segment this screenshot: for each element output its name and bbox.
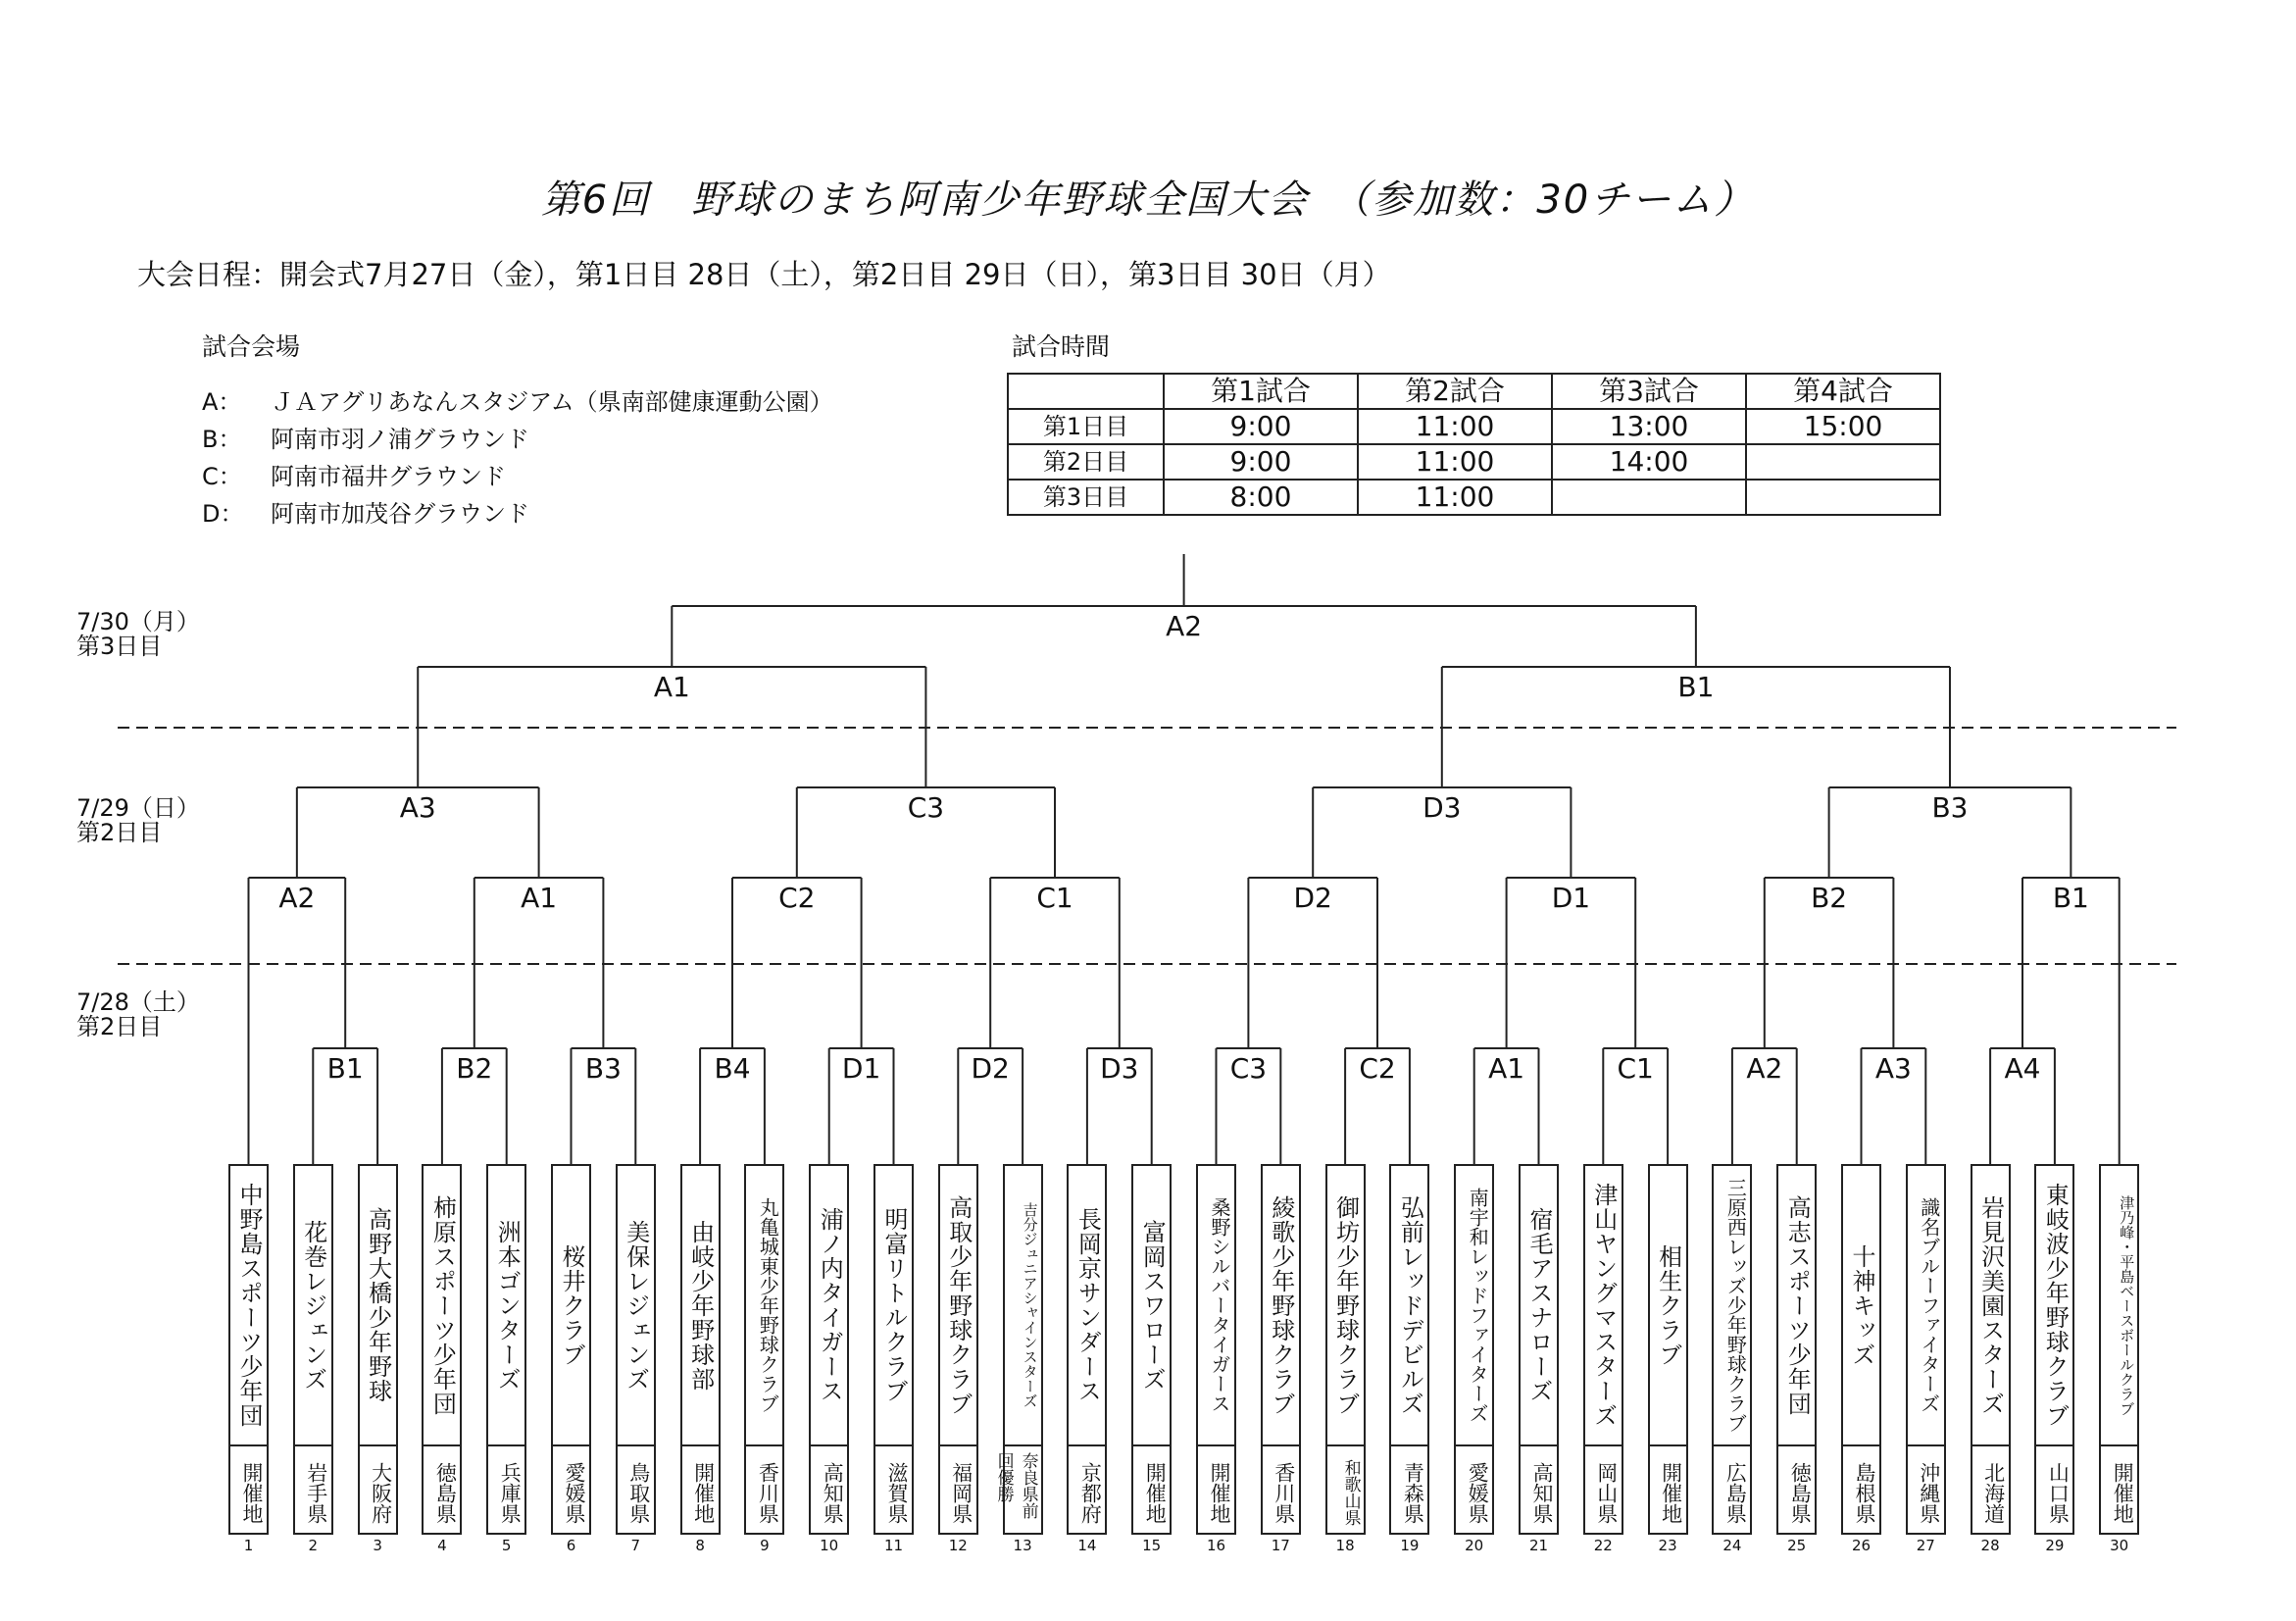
- team-divider: [230, 1444, 267, 1446]
- row-header: 第1日目: [1008, 409, 1164, 444]
- team-number: 26: [1851, 1537, 1872, 1554]
- venue-heading: 試合会場: [202, 332, 301, 361]
- team-entry: [1583, 1164, 1623, 1535]
- round3-match-label: C3: [907, 791, 945, 824]
- team-name: 弘前レッドデビルズ: [1396, 1194, 1424, 1416]
- team-prefecture: 滋賀県: [885, 1461, 909, 1524]
- team-number: 2: [308, 1537, 319, 1554]
- day-text: 第2日目: [76, 1013, 163, 1040]
- team-prefecture: 山口県: [2046, 1461, 2071, 1524]
- team-prefecture: 鳥取県: [626, 1461, 651, 1524]
- team-number: 16: [1206, 1537, 1226, 1554]
- team-entry: [293, 1164, 333, 1535]
- time-cell: 11:00: [1358, 480, 1552, 515]
- team-prefecture: 開催地: [1143, 1461, 1168, 1524]
- team-divider: [1521, 1444, 1557, 1446]
- team-name: 桑野シルバータイガース: [1208, 1197, 1231, 1413]
- column-header: 第2試合: [1358, 374, 1552, 409]
- team-prefecture: 青森県: [1401, 1461, 1425, 1524]
- team-name: 美保レジェンズ: [622, 1219, 650, 1392]
- team-divider: [746, 1444, 782, 1446]
- team-entry: [1325, 1164, 1366, 1535]
- team-name: 吉分ジュニアシャインスターズ: [1021, 1202, 1039, 1408]
- team-name: 津山ヤングマスターズ: [1589, 1183, 1618, 1428]
- team-divider: [1714, 1444, 1750, 1446]
- team-prefecture: 高知県: [1530, 1461, 1554, 1524]
- time-cell: 9:00: [1164, 409, 1358, 444]
- team-number: 24: [1722, 1537, 1742, 1554]
- team-prefecture: 兵庫県: [498, 1461, 523, 1524]
- date-text: 7/28（土）: [76, 988, 200, 1016]
- team-name: 東岐波少年野球クラブ: [2041, 1183, 2070, 1428]
- round1-match-label: B4: [714, 1052, 751, 1085]
- team-name: 富岡スワローズ: [1138, 1219, 1167, 1392]
- semifinal-match-label: B1: [1677, 671, 1715, 703]
- time-cell: 8:00: [1164, 480, 1358, 515]
- column-header: 第3試合: [1552, 374, 1746, 409]
- round2-match-label: B2: [1811, 882, 1848, 914]
- team-entry: [680, 1164, 721, 1535]
- date-text: 7/29（日）: [76, 794, 200, 822]
- venue-key: D：: [202, 500, 244, 528]
- time-cell: 14:00: [1552, 444, 1746, 480]
- team-divider: [1908, 1444, 1944, 1446]
- team-number: 28: [1980, 1537, 2000, 1554]
- round1-match-label: B2: [456, 1052, 493, 1085]
- team-number: 7: [630, 1537, 641, 1554]
- team-divider: [618, 1444, 654, 1446]
- team-entry: [1454, 1164, 1494, 1535]
- day-text: 第2日目: [76, 819, 163, 846]
- round1-match-label: C2: [1359, 1052, 1396, 1085]
- team-divider: [940, 1444, 976, 1446]
- venue-key: A：: [202, 388, 242, 416]
- team-divider: [811, 1444, 847, 1446]
- team-prefecture: 高知県: [821, 1461, 845, 1524]
- round2-match-label: D2: [1293, 882, 1332, 914]
- team-prefecture: 岡山県: [1594, 1461, 1619, 1524]
- column-header: 第4試合: [1746, 374, 1940, 409]
- round1-match-label: D3: [1100, 1052, 1139, 1085]
- round2-match-label: C1: [1036, 882, 1073, 914]
- time-cell: 15:00: [1746, 409, 1940, 444]
- team-entry: [1648, 1164, 1688, 1535]
- team-name: 高志スポーツ少年団: [1783, 1194, 1812, 1416]
- team-name: 津乃峰・平島ベースボールクラブ: [2118, 1194, 2136, 1416]
- team-divider: [424, 1444, 460, 1446]
- team-divider: [1456, 1444, 1492, 1446]
- row-header: 第2日目: [1008, 444, 1164, 480]
- page-title: 第6回 野球のまち阿南少年野球全国大会 （参加数：30チーム）: [540, 177, 1756, 223]
- team-number: 17: [1271, 1537, 1290, 1554]
- team-prefecture: 開催地: [691, 1461, 716, 1524]
- team-divider: [1585, 1444, 1622, 1446]
- team-number: 29: [2045, 1537, 2065, 1554]
- team-prefecture: 福岡県: [949, 1461, 973, 1524]
- team-name: 三原西レッズ少年野球クラブ: [1723, 1178, 1748, 1433]
- team-divider: [1843, 1444, 1879, 1446]
- team-prefecture: 愛媛県: [563, 1461, 586, 1524]
- team-name: 岩見沢美園スターズ: [1976, 1194, 2005, 1416]
- team-prefecture: 徳島県: [1788, 1461, 1813, 1524]
- team-prefecture: 奈良県前回優勝: [993, 1452, 1038, 1519]
- team-divider: [2101, 1444, 2137, 1446]
- team-number: 23: [1658, 1537, 1677, 1554]
- round1-match-label: D1: [841, 1052, 881, 1085]
- team-number: 27: [1916, 1537, 1935, 1554]
- team-entry: [1841, 1164, 1881, 1535]
- team-divider: [295, 1444, 331, 1446]
- team-entry: [1389, 1164, 1429, 1535]
- team-entry: [1776, 1164, 1817, 1535]
- team-divider: [488, 1444, 524, 1446]
- day-text: 第3日目: [76, 633, 163, 660]
- column-header: 第1試合: [1164, 374, 1358, 409]
- team-entry: [616, 1164, 656, 1535]
- team-divider: [1005, 1444, 1041, 1446]
- team-name: 相生クラブ: [1654, 1243, 1682, 1367]
- venue-name: 阿南市加茂谷グラウンド: [271, 500, 529, 528]
- time-heading: 試合時間: [1012, 332, 1111, 361]
- team-entry: [1712, 1164, 1752, 1535]
- team-divider: [1778, 1444, 1815, 1446]
- team-prefecture: 開催地: [1208, 1461, 1231, 1524]
- team-number: 3: [373, 1537, 382, 1554]
- team-entry: [422, 1164, 462, 1535]
- team-divider: [1327, 1444, 1364, 1446]
- round3-match-label: A3: [399, 791, 436, 824]
- team-prefecture: 開催地: [2111, 1461, 2135, 1524]
- team-number: 12: [948, 1537, 968, 1554]
- round1-match-label: B3: [584, 1052, 622, 1085]
- team-entry: [486, 1164, 526, 1535]
- time-cell: 11:00: [1358, 444, 1552, 480]
- team-prefecture: 京都府: [1078, 1461, 1103, 1524]
- team-number: 4: [437, 1537, 447, 1554]
- team-number: 8: [695, 1537, 705, 1554]
- round3-match-label: B3: [1931, 791, 1969, 824]
- team-name: 丸亀城東少年野球クラブ: [756, 1197, 780, 1413]
- venue-name: 阿南市福井グラウンド: [271, 463, 506, 490]
- team-number: 15: [1142, 1537, 1162, 1554]
- team-divider: [1263, 1444, 1299, 1446]
- team-number: 20: [1465, 1537, 1484, 1554]
- team-prefecture: 開催地: [1659, 1461, 1683, 1524]
- team-entry: [1131, 1164, 1172, 1535]
- round1-match-label: A2: [1746, 1052, 1783, 1085]
- team-number: 19: [1400, 1537, 1420, 1554]
- team-entry: [1971, 1164, 2011, 1535]
- team-entry: [1196, 1164, 1236, 1535]
- team-entry: [1519, 1164, 1559, 1535]
- team-name: 由岐少年野球部: [686, 1219, 715, 1392]
- team-entry: [1261, 1164, 1301, 1535]
- team-prefecture: 岩手県: [304, 1461, 328, 1524]
- team-entry: [228, 1164, 269, 1535]
- team-prefecture: 広島県: [1723, 1461, 1748, 1524]
- team-divider: [360, 1444, 396, 1446]
- team-name: 識名ブルーファイターズ: [1917, 1197, 1941, 1413]
- team-number: 5: [501, 1537, 512, 1554]
- team-prefecture: 香川県: [1272, 1461, 1296, 1524]
- venue-name: 阿南市羽ノ浦グラウンド: [271, 426, 529, 453]
- team-number: 9: [760, 1537, 770, 1554]
- team-prefecture: 香川県: [756, 1461, 780, 1524]
- team-prefecture: 愛媛県: [1466, 1461, 1490, 1524]
- row-header: 第3日目: [1008, 480, 1164, 515]
- team-entry: [2099, 1164, 2139, 1535]
- team-entry: [873, 1164, 914, 1535]
- team-divider: [1391, 1444, 1427, 1446]
- round1-match-label: D2: [971, 1052, 1010, 1085]
- final-match-label: A2: [1166, 610, 1203, 642]
- team-entry: [358, 1164, 398, 1535]
- round1-match-label: A4: [2004, 1052, 2041, 1085]
- team-name: 柿原スポーツ少年団: [428, 1194, 457, 1416]
- venue-name: ＪＡアグリあなんスタジアム（県南部健康運動公園）: [271, 388, 833, 416]
- team-entry: [2034, 1164, 2074, 1535]
- team-number: 13: [1013, 1537, 1032, 1554]
- date-text: 7/30（月）: [76, 608, 200, 635]
- round2-match-label: A2: [278, 882, 316, 914]
- venue-key: B：: [202, 426, 242, 453]
- team-divider: [875, 1444, 912, 1446]
- team-name: 高野大橋少年野球: [364, 1207, 392, 1403]
- team-entry: [938, 1164, 978, 1535]
- team-number: 22: [1593, 1537, 1613, 1554]
- team-name: 明富リトルクラブ: [880, 1207, 908, 1403]
- team-number: 25: [1787, 1537, 1807, 1554]
- team-prefecture: 徳島県: [433, 1461, 458, 1524]
- team-prefecture: 開催地: [240, 1461, 264, 1524]
- team-prefecture: 沖縄県: [1917, 1461, 1941, 1524]
- team-name: 中野島スポーツ少年団: [235, 1183, 263, 1428]
- round1-match-label: C3: [1229, 1052, 1268, 1085]
- semifinal-match-label: A1: [653, 671, 690, 703]
- time-cell: 13:00: [1552, 409, 1746, 444]
- team-entry: [1067, 1164, 1107, 1535]
- team-divider: [2036, 1444, 2072, 1446]
- time-cell: 9:00: [1164, 444, 1358, 480]
- round2-match-label: D1: [1551, 882, 1591, 914]
- team-prefecture: 和歌山県: [1340, 1459, 1361, 1526]
- team-number: 30: [2110, 1537, 2129, 1554]
- team-divider: [1069, 1444, 1105, 1446]
- round2-match-label: A1: [521, 882, 558, 914]
- tournament-schedule: 大会日程：開会式7月27日（金），第1日目 28日（土），第2日目 29日（日），第3日目 30日（月）: [137, 258, 1391, 291]
- team-prefecture: 北海道: [1981, 1461, 2006, 1524]
- team-number: 10: [820, 1537, 839, 1554]
- team-number: 21: [1528, 1537, 1549, 1554]
- team-divider: [1198, 1444, 1234, 1446]
- team-name: 綾歌少年野球クラブ: [1267, 1194, 1295, 1416]
- team-prefecture: 島根県: [1853, 1461, 1876, 1524]
- team-number: 14: [1077, 1537, 1097, 1554]
- round2-match-label: C2: [778, 882, 816, 914]
- team-divider: [1650, 1444, 1686, 1446]
- team-name: 宿毛アスナローズ: [1525, 1207, 1553, 1403]
- round1-match-label: A1: [1488, 1052, 1525, 1085]
- team-entry: [993, 1164, 1043, 1535]
- time-cell: 11:00: [1358, 409, 1552, 444]
- round1-match-label: B1: [326, 1052, 364, 1085]
- round1-match-label: C1: [1617, 1052, 1654, 1085]
- venue-key: C：: [202, 463, 242, 490]
- team-divider: [553, 1444, 589, 1446]
- team-prefecture: 大阪府: [369, 1461, 393, 1524]
- team-divider: [682, 1444, 719, 1446]
- team-number: 1: [243, 1537, 254, 1554]
- team-number: 11: [883, 1537, 904, 1554]
- team-name: 花巻レジェンズ: [299, 1219, 327, 1392]
- round1-match-label: A3: [1874, 1052, 1912, 1085]
- team-name: 十神キッズ: [1848, 1243, 1875, 1367]
- team-name: 桜井クラブ: [558, 1243, 585, 1367]
- team-name: 御坊少年野球クラブ: [1331, 1194, 1360, 1416]
- team-name: 浦ノ内タイガース: [816, 1207, 844, 1403]
- team-name: 南宇和レッドファイターズ: [1466, 1188, 1490, 1423]
- team-name: 長岡京サンダース: [1073, 1207, 1102, 1403]
- team-name: 洲本ゴンターズ: [493, 1219, 522, 1392]
- round3-match-label: D3: [1423, 791, 1462, 824]
- team-divider: [1972, 1444, 2009, 1446]
- team-entry: [744, 1164, 784, 1535]
- team-number: 6: [566, 1537, 576, 1554]
- team-number: 18: [1335, 1537, 1355, 1554]
- round2-match-label: B1: [2052, 882, 2089, 914]
- team-entry: [809, 1164, 849, 1535]
- team-divider: [1133, 1444, 1170, 1446]
- team-entry: [1906, 1164, 1946, 1535]
- team-entry: [551, 1164, 591, 1535]
- team-name: 高取少年野球クラブ: [944, 1194, 973, 1416]
